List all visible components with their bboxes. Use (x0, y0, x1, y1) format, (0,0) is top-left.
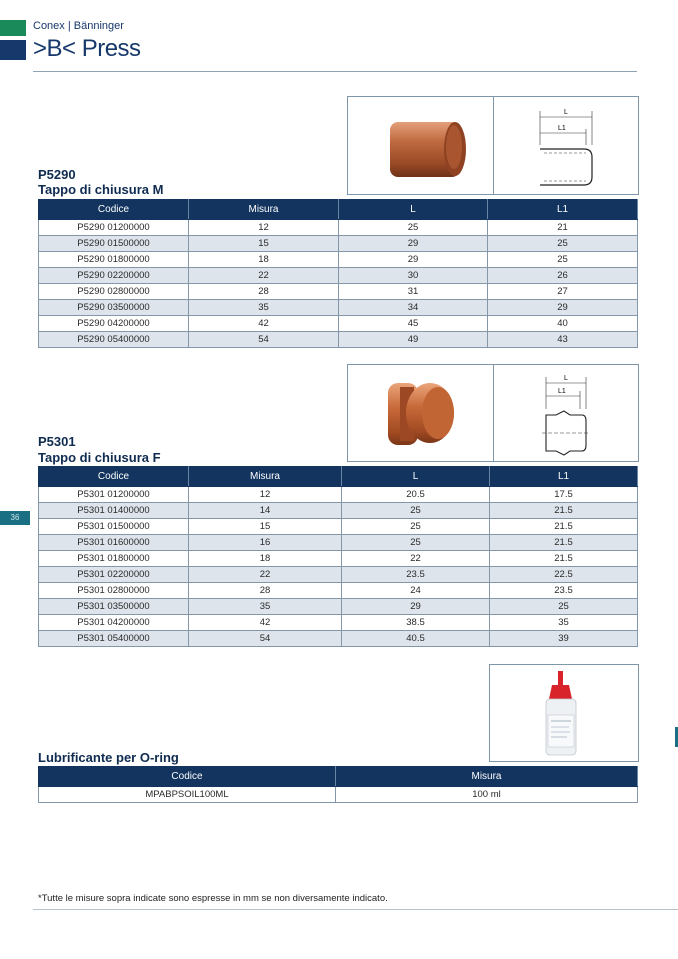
table-cell: P5290 05400000 (39, 332, 189, 348)
table-cell: 25 (488, 236, 638, 252)
table-cell: 18 (189, 252, 339, 268)
table-cell: 25 (342, 535, 490, 551)
table-row (39, 567, 638, 583)
product-title-p5290: Tappo di chiusura M (38, 182, 164, 197)
dim-label-l1: L1 (558, 125, 566, 132)
table-cell: P5301 01500000 (39, 519, 189, 535)
table-cell: 17.5 (490, 487, 638, 503)
table-row (39, 220, 638, 236)
table-cell: P5301 01200000 (39, 487, 189, 503)
dimension-diagram-f (494, 365, 638, 461)
table-cell: 22 (342, 551, 490, 567)
table-cell: P5290 01200000 (39, 220, 189, 236)
table-cell: P5290 02800000 (39, 284, 189, 300)
table-cell: 15 (189, 519, 342, 535)
table-cell: 22 (189, 567, 342, 583)
table-row (39, 300, 638, 316)
table-cell: P5301 01800000 (39, 551, 189, 567)
brand-bar-blue (0, 40, 26, 60)
table-row (39, 583, 638, 599)
table-cell: 42 (189, 316, 339, 332)
table-cell: 31 (339, 284, 488, 300)
table-header-row (39, 200, 638, 220)
table-cell: 35 (189, 599, 342, 615)
table-cell: 26 (488, 268, 638, 284)
table-cell: 21.5 (490, 535, 638, 551)
table-row (39, 631, 638, 647)
table-p5290 (38, 199, 638, 348)
table-cell: 25 (342, 519, 490, 535)
product-title-lubricant: Lubrificante per O-ring (38, 750, 179, 765)
table-cell: 16 (189, 535, 342, 551)
column-header: Codice (39, 767, 336, 787)
table-cell: 100 ml (336, 787, 638, 803)
table-cell: P5290 04200000 (39, 316, 189, 332)
table-cell: 27 (488, 284, 638, 300)
product-photo-p5290 (347, 96, 494, 195)
table-row (39, 535, 638, 551)
table-cell: 54 (189, 631, 342, 647)
table-cell: P5301 04200000 (39, 615, 189, 631)
table-row (39, 332, 638, 348)
technical-drawing-p5301 (493, 364, 639, 462)
table-cell: 23.5 (490, 583, 638, 599)
product-line-title: >B< Press (33, 35, 141, 62)
table-cell: 49 (339, 332, 488, 348)
table-cell: 38.5 (342, 615, 490, 631)
table-cell: P5301 01400000 (39, 503, 189, 519)
table-cell: P5301 03500000 (39, 599, 189, 615)
table-cell: MPABPSOIL100ML (39, 787, 336, 803)
table-cell: 18 (189, 551, 342, 567)
table-cell: 45 (339, 316, 488, 332)
table-row (39, 268, 638, 284)
copper-cap-m-image (348, 97, 493, 194)
footnote: *Tutte le misure sopra indicate sono espresse in mm se non diversamente indicato. (38, 893, 388, 904)
table-cell: 29 (339, 236, 488, 252)
product-photo-p5301 (347, 364, 494, 462)
table-cell: 43 (488, 332, 638, 348)
table-row (39, 503, 638, 519)
table-cell: P5301 01600000 (39, 535, 189, 551)
table-cell: 21.5 (490, 519, 638, 535)
table-row (39, 519, 638, 535)
table-row (39, 236, 638, 252)
table-cell: 25 (339, 220, 488, 236)
table-cell: 28 (189, 284, 339, 300)
brand-bar-green (0, 20, 26, 36)
table-cell: 39 (490, 631, 638, 647)
table-cell: 29 (339, 252, 488, 268)
table-cell: P5290 03500000 (39, 300, 189, 316)
brand-name: Conex | Bänninger (33, 20, 124, 32)
table-cell: 30 (339, 268, 488, 284)
table-row (39, 787, 638, 803)
table-cell: 22.5 (490, 567, 638, 583)
table-header-row (39, 767, 638, 787)
dim-label-l-f: L (564, 375, 568, 382)
table-cell: 21.5 (490, 551, 638, 567)
table-cell: P5301 02200000 (39, 567, 189, 583)
technical-drawing-p5290 (493, 96, 639, 195)
product-photo-lubricant (489, 664, 639, 762)
table-cell: 12 (189, 220, 339, 236)
column-header: L1 (488, 200, 638, 220)
table-header-row (39, 467, 638, 487)
table-cell: P5290 01800000 (39, 252, 189, 268)
column-header: Misura (336, 767, 638, 787)
header-divider (33, 71, 637, 72)
table-cell: 21.5 (490, 503, 638, 519)
table-cell: 14 (189, 503, 342, 519)
table-cell: 28 (189, 583, 342, 599)
table-cell: 21 (488, 220, 638, 236)
table-cell: 54 (189, 332, 339, 348)
dimension-diagram (494, 97, 638, 194)
table-row (39, 252, 638, 268)
page-number-tab: 36 (0, 511, 30, 525)
column-header: Codice (39, 467, 189, 487)
dim-label-l: L (564, 109, 568, 116)
table-cell: 29 (488, 300, 638, 316)
column-header: L (339, 200, 488, 220)
column-header: Misura (189, 467, 342, 487)
table-cell: P5301 05400000 (39, 631, 189, 647)
table-row (39, 284, 638, 300)
product-title-p5301: Tappo di chiusura F (38, 450, 161, 465)
table-row (39, 316, 638, 332)
table-cell: 35 (189, 300, 339, 316)
footer-divider (33, 909, 678, 910)
table-cell: P5290 02200000 (39, 268, 189, 284)
table-cell: 25 (488, 252, 638, 268)
table-row (39, 599, 638, 615)
column-header: Codice (39, 200, 189, 220)
table-cell: 22 (189, 268, 339, 284)
table-row (39, 615, 638, 631)
table-cell: P5301 02800000 (39, 583, 189, 599)
table-lubricant (38, 766, 638, 803)
table-row (39, 551, 638, 567)
column-header: L (342, 467, 490, 487)
lubricant-bottle-image (490, 665, 638, 761)
table-cell: 20.5 (342, 487, 490, 503)
table-cell: 34 (339, 300, 488, 316)
table-cell: 40 (488, 316, 638, 332)
copper-cap-f-image (348, 365, 493, 461)
table-cell: 29 (342, 599, 490, 615)
table-p5301 (38, 466, 638, 647)
table-cell: 40.5 (342, 631, 490, 647)
column-header: Misura (189, 200, 339, 220)
table-cell: 25 (490, 599, 638, 615)
table-cell: 12 (189, 487, 342, 503)
table-row (39, 487, 638, 503)
column-header: L1 (490, 467, 638, 487)
table-cell: 25 (342, 503, 490, 519)
table-cell: P5290 01500000 (39, 236, 189, 252)
table-cell: 35 (490, 615, 638, 631)
product-code-p5301: P5301 (38, 434, 76, 449)
table-cell: 15 (189, 236, 339, 252)
table-cell: 24 (342, 583, 490, 599)
table-cell: 42 (189, 615, 342, 631)
dim-label-l1-f: L1 (558, 388, 566, 395)
table-cell: 23.5 (342, 567, 490, 583)
product-code-p5290: P5290 (38, 167, 76, 182)
